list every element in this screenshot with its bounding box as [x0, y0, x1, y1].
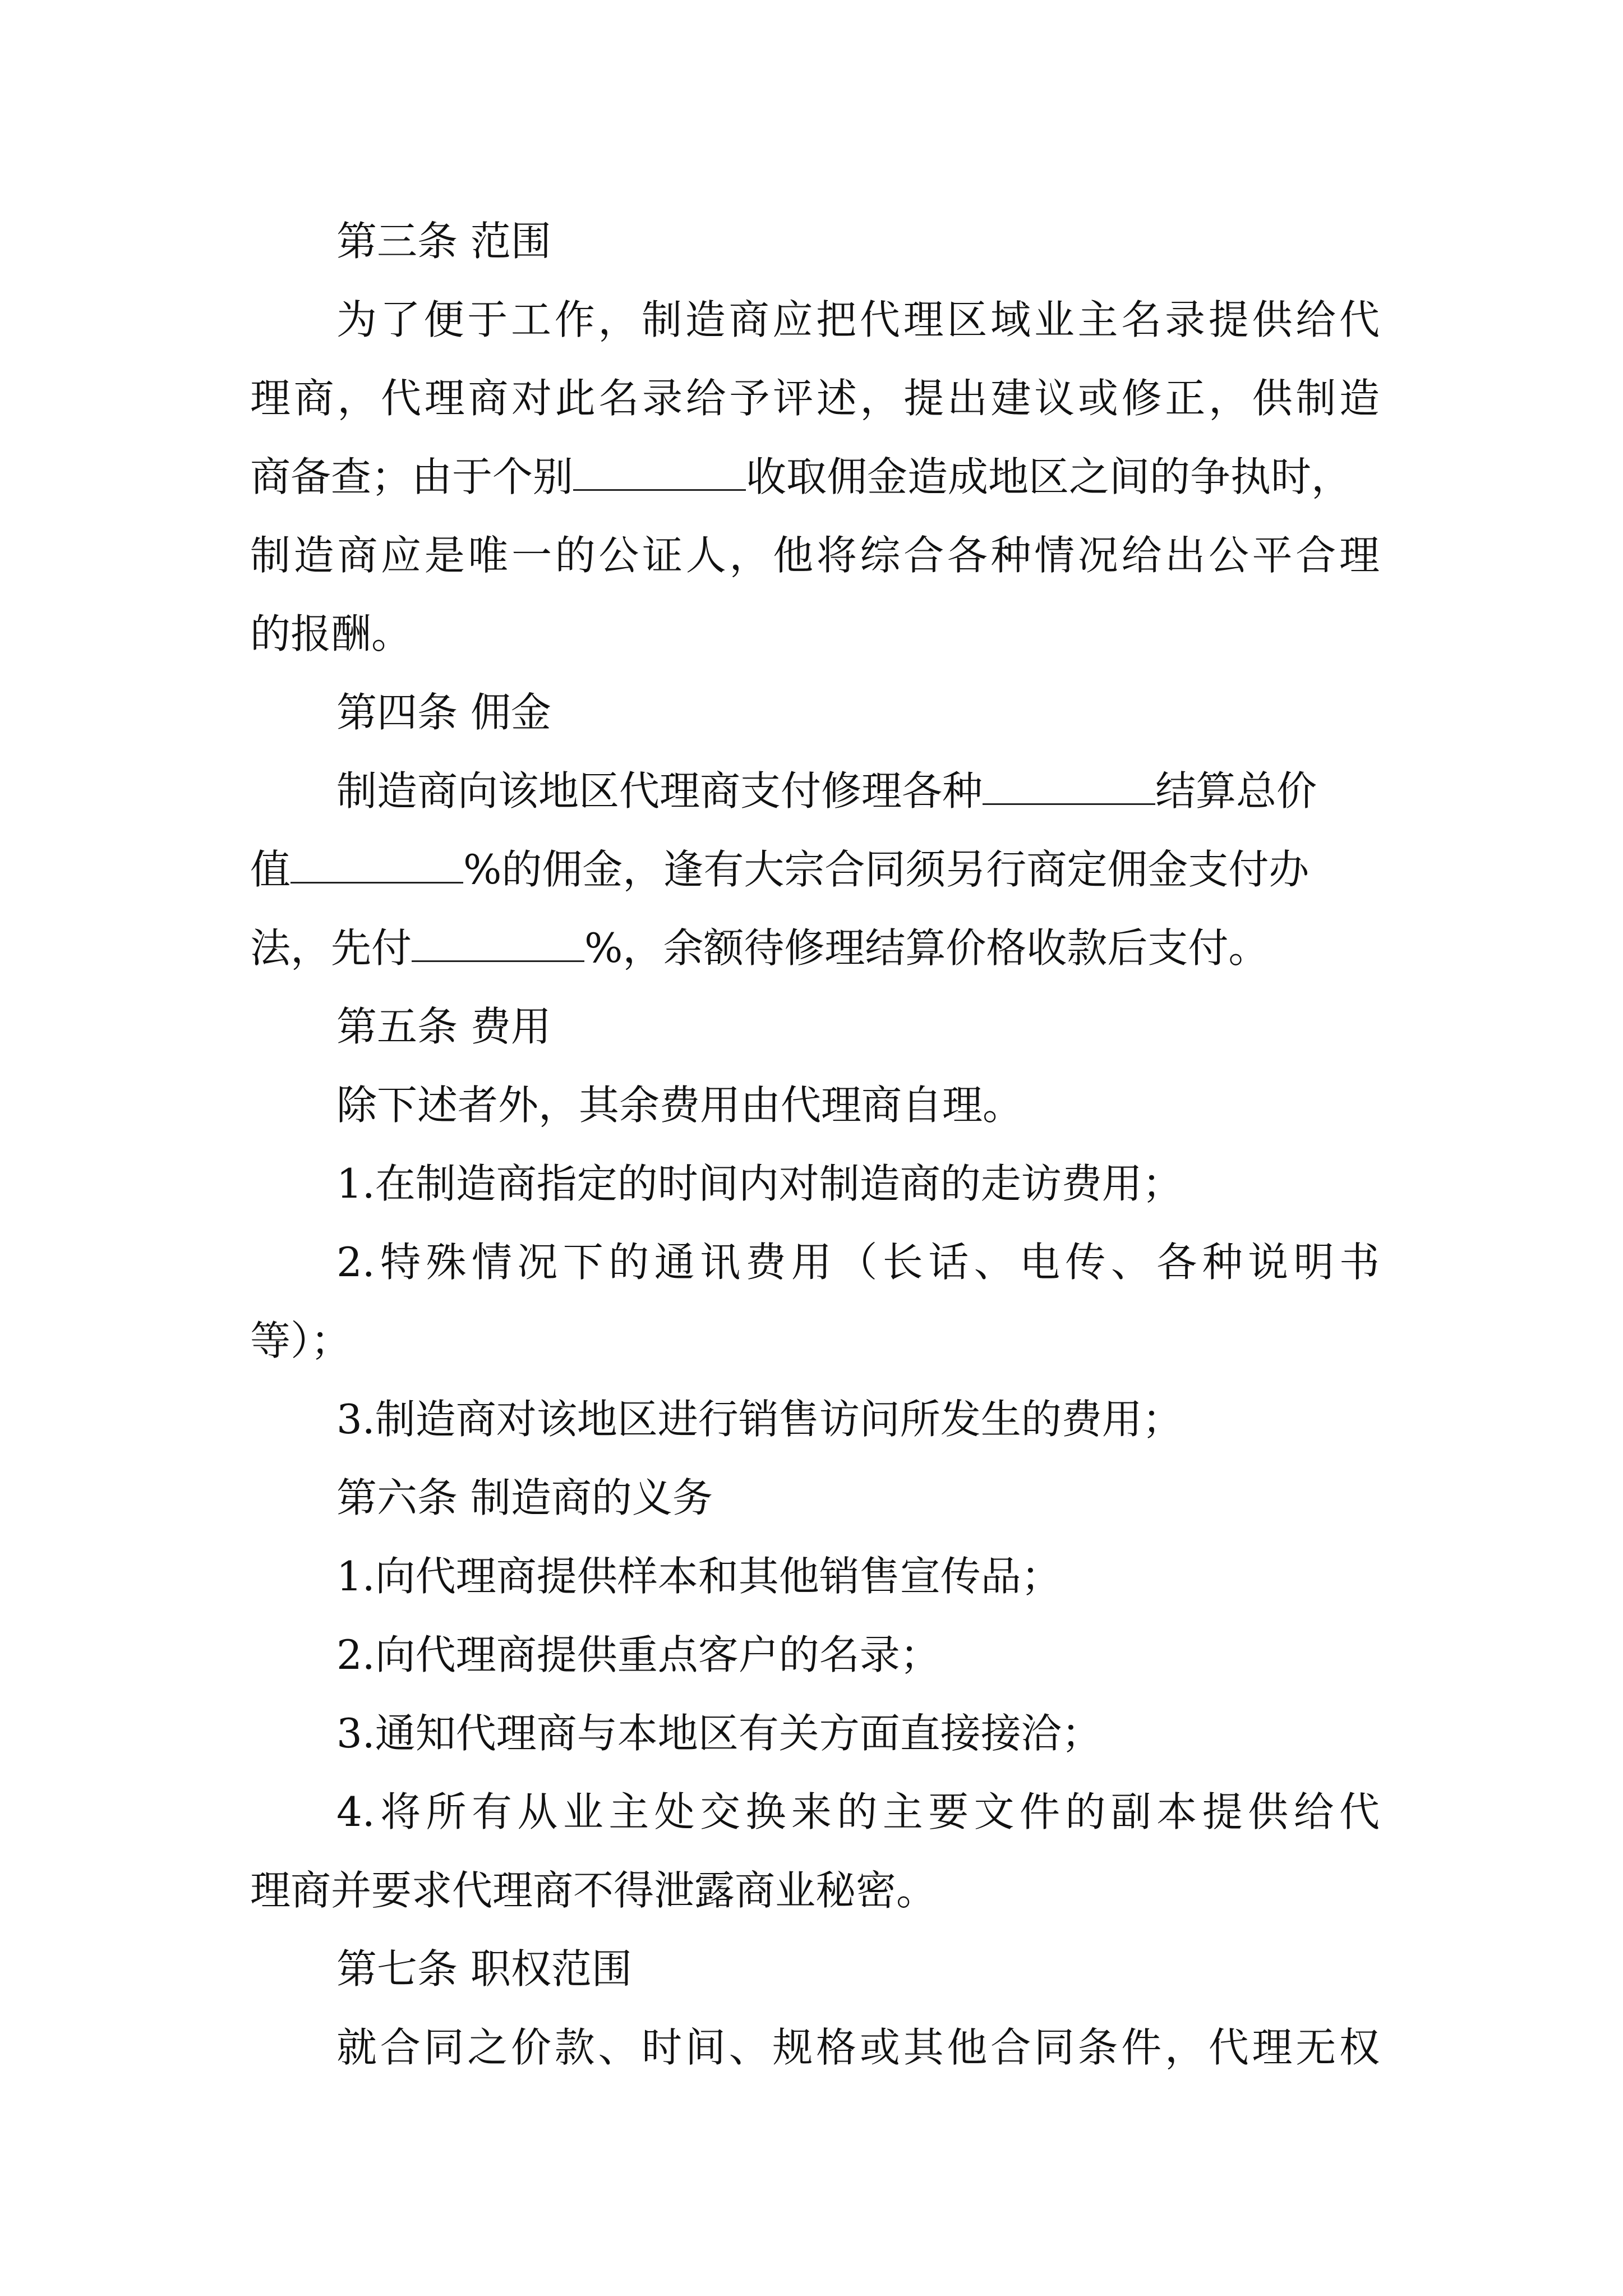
article6-item: 4.将所有从业主处交换来的主要文件的副本提供给代 — [336, 1788, 1380, 1835]
article4-text-line — [250, 921, 1269, 975]
article5-item: 2.特殊情况下的通讯费用（长话、电传、各种说明书 — [336, 1239, 1380, 1286]
article3-text-line: 为了便于工作，制造商应把代理区域业主名录提供给代 — [336, 296, 1380, 343]
article6-item: 3.通知代理商与本地区有关方面直接接洽； — [336, 1710, 1102, 1757]
text-fragment: 结算总价 — [1155, 767, 1317, 815]
article6-item-continued: 理商并要求代理商不得泄露商业秘密。 — [250, 1867, 937, 1914]
article6-item: 1.向代理商提供样本和其他销售宣传品； — [336, 1553, 1062, 1600]
article3-text-line: 制造商应是唯一的公证人，他将综合各种情况给出公平合理 — [250, 532, 1380, 579]
text-fragment: 值 — [250, 846, 291, 893]
text-fragment: 收取佣金造成地区之间的争执时， — [746, 453, 1352, 500]
text-fragment: 法，先付 — [250, 924, 412, 972]
fill-in-blank — [291, 848, 463, 884]
text-fragment: 制造商向该地区代理商支付修理各种 — [336, 767, 983, 815]
text-fragment: %，余额待修理结算价格收款后支付。 — [584, 924, 1269, 972]
article5-item: 1.在制造商指定的时间内对制造商的走访费用； — [336, 1160, 1183, 1207]
text-fragment: %的佣金，逢有大宗合同须另行商定佣金支付办 — [463, 846, 1310, 893]
article4-text-line — [336, 764, 1317, 818]
text-fragment: 商备查；由于个别 — [250, 453, 574, 500]
article3-text-line — [250, 450, 1380, 504]
article3-heading: 第三条 范围 — [336, 218, 551, 265]
article5-item: 3.制造商对该地区进行销售访问所发生的费用； — [336, 1396, 1183, 1443]
article4-heading: 第四条 佣金 — [336, 689, 551, 736]
article4-text-line — [250, 843, 1309, 896]
article3-text-line: 理商，代理商对此名录给予评述，提出建议或修正，供制造 — [250, 375, 1380, 422]
fill-in-blank — [983, 770, 1155, 805]
article5-item-continued: 等）； — [250, 1317, 352, 1364]
article6-heading: 第六条 制造商的义务 — [336, 1474, 713, 1521]
article6-item: 2.向代理商提供重点客户的名录； — [336, 1631, 940, 1678]
article5-heading: 第五条 费用 — [336, 1003, 551, 1050]
article7-text-line: 就合同之价款、时间、规格或其他合同条件，代理无权 — [336, 2024, 1380, 2071]
article7-heading: 第七条 职权范围 — [336, 1945, 632, 1993]
fill-in-blank — [573, 455, 746, 491]
article5-intro: 除下述者外，其余费用由代理商自理。 — [336, 1082, 1023, 1129]
article3-text-line: 的报酬。 — [250, 610, 412, 657]
fill-in-blank — [412, 927, 584, 962]
